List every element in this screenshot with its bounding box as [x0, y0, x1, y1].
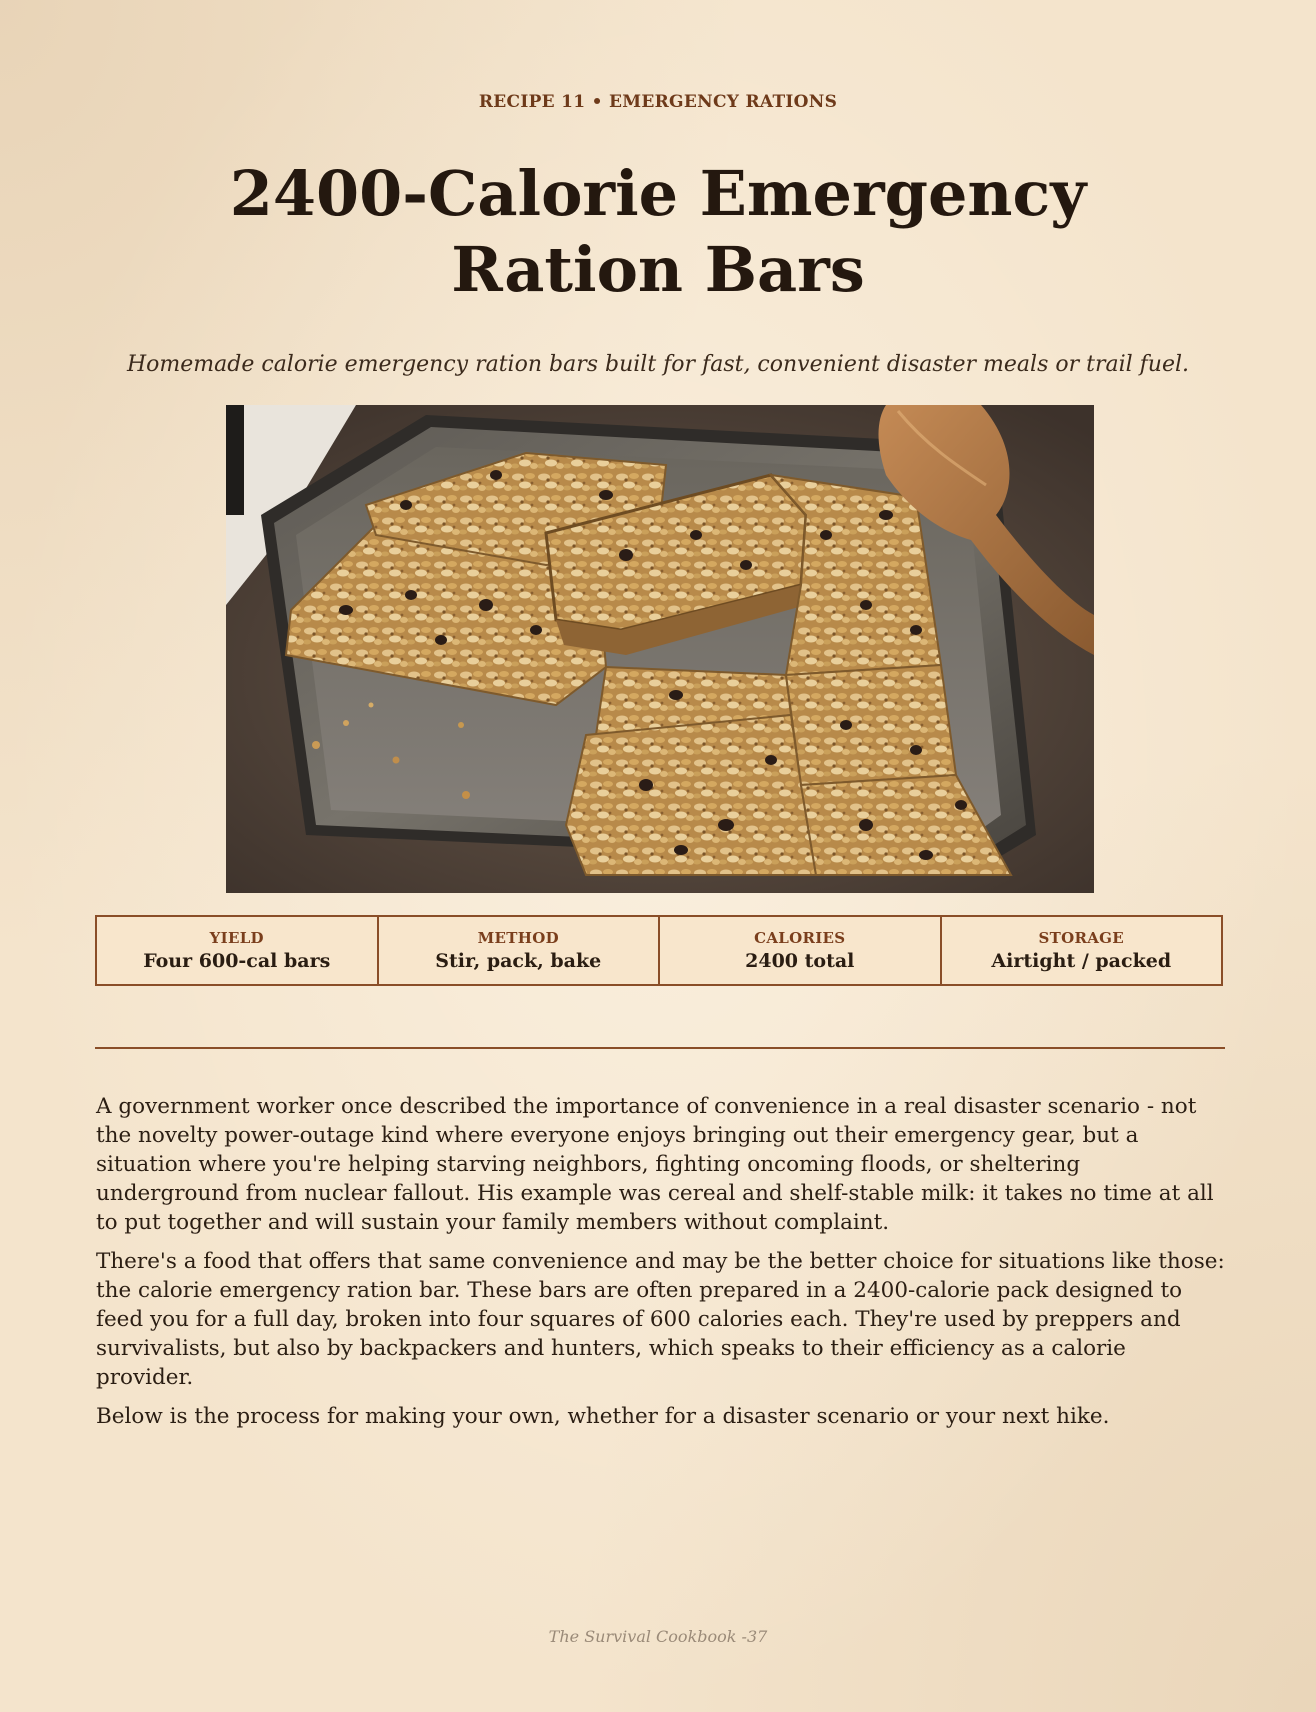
fact-label: STORAGE	[1038, 929, 1124, 947]
recipe-title: 2400-Calorie Emergency Ration Bars	[229, 157, 1087, 306]
intro-paragraph: A government worker once described the importance of convenience in a real disaster scenario - not the novelty power-outage kind where everyone enjoys bringing out their emergency gear, but a situation where you're helping starving neighbors, fighting oncoming floods, or sheltering underground from nuclear fallout. His example was cereal and shelf-stable milk: it takes no time at all to put together and will sustain your family members without complaint.	[96, 1094, 1214, 1235]
intro-paragraph: Below is the process for making your own, whether for a disaster scenario or your next hike.	[96, 1404, 1110, 1429]
recipe-kicker: RECIPE 11 • EMERGENCY RATIONS	[478, 92, 838, 112]
fact-value: 2400 total	[745, 950, 855, 972]
page-footer: The Survival Cookbook -37	[548, 1627, 768, 1646]
fact-yield	[97, 917, 379, 984]
fact-label: YIELD	[209, 929, 264, 947]
fact-calories	[660, 917, 942, 984]
fact-storage	[942, 917, 1222, 984]
intro-paragraph: There's a food that offers that same convenience and may be the better choice for situations like those: the calorie emergency ration bar. These bars are often prepared in a 2400-calorie pack designed to feed you for a full day, broken into four squares of 600 calories each. They're used by preppers and survivalists, but also by backpackers and hunters, which speaks to their efficiency as a calorie provider.	[96, 1249, 1225, 1390]
section-divider	[95, 1047, 1225, 1049]
recipe-photo	[226, 405, 1094, 893]
recipe-intro	[96, 1092, 1226, 1441]
fact-value: Four 600-cal bars	[143, 950, 331, 972]
fact-value: Stir, pack, bake	[435, 950, 602, 972]
recipe-facts-table	[95, 915, 1223, 986]
fact-value: Airtight / packed	[991, 950, 1172, 972]
recipe-subtitle: Homemade calorie emergency ration bars built for fast, convenient disaster meals or trail fuel.	[126, 352, 1189, 377]
fact-label: METHOD	[477, 929, 559, 947]
fact-label: CALORIES	[754, 929, 846, 947]
fact-method	[379, 917, 661, 984]
